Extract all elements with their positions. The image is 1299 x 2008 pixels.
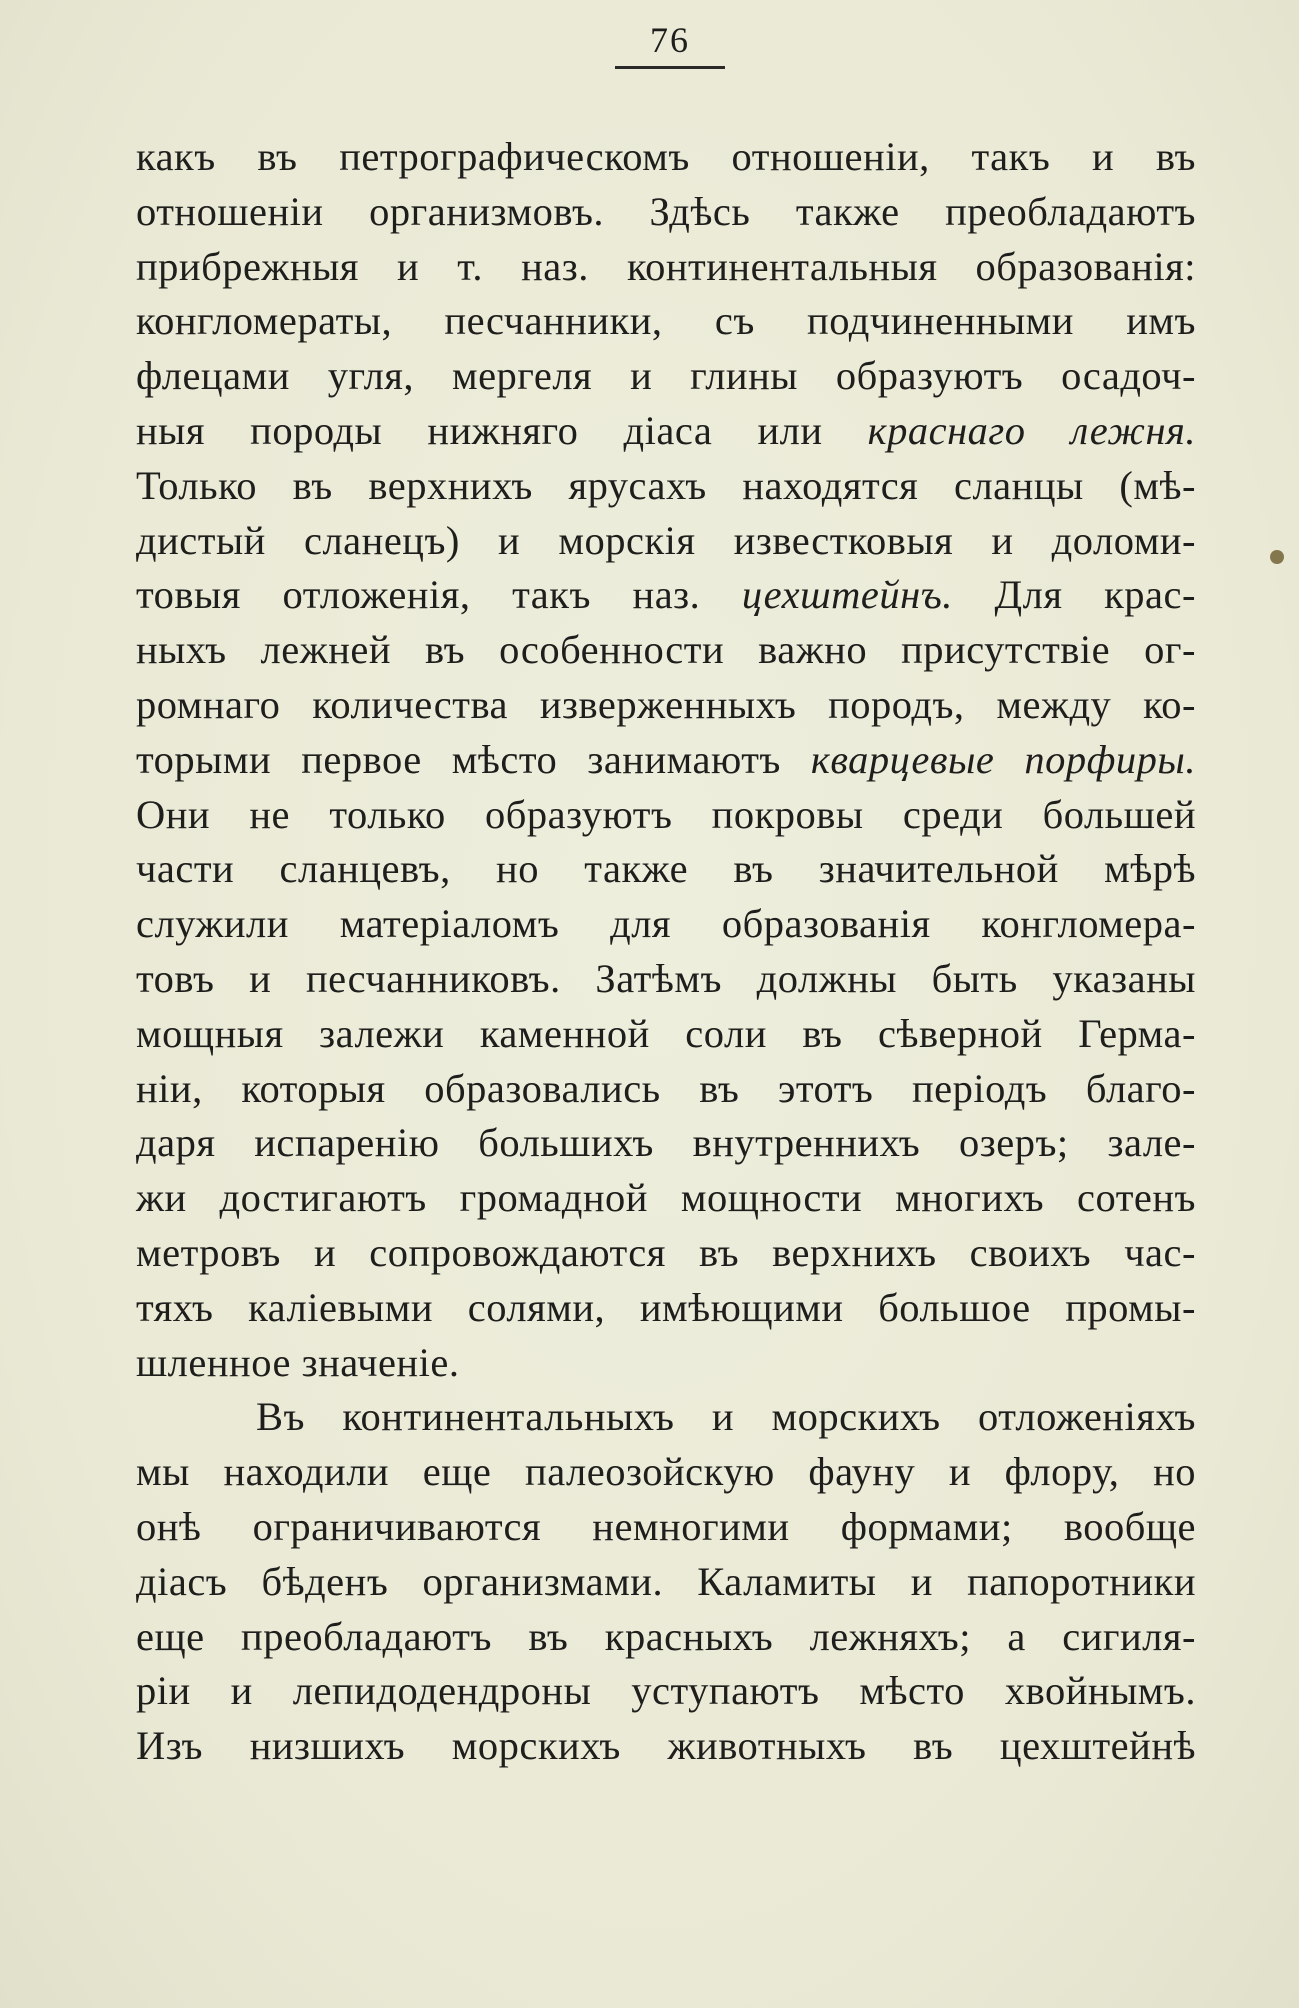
text-segment: шленное значеніе. xyxy=(136,1339,460,1385)
text-segment: жи достигаютъ громадной мощности многихъ сотенъ xyxy=(136,1175,1196,1221)
page-number: 76 xyxy=(650,20,690,60)
text-line xyxy=(136,788,1196,843)
italic-term: краснаго лежня. xyxy=(867,407,1196,453)
text-line xyxy=(136,1610,1196,1665)
text-segment: ныхъ лежней въ особенности важно присутствіе ог- xyxy=(136,627,1196,673)
text-segment: ромнаго количества изверженныхъ породъ, между ко- xyxy=(136,681,1196,727)
text-segment: тяхъ каліевыми солями, имѣющими большое промы- xyxy=(136,1284,1196,1330)
text-line xyxy=(136,1500,1196,1555)
text-line xyxy=(136,1226,1196,1281)
text-line xyxy=(136,349,1196,404)
text-segment: дистый сланецъ) и морскія известковыя и доломи- xyxy=(136,517,1196,563)
text-line xyxy=(136,185,1196,240)
text-line xyxy=(136,952,1196,1007)
italic-term: кварцевые порфиры. xyxy=(810,736,1196,782)
margin-ink-mark xyxy=(1270,550,1284,564)
text-line xyxy=(136,404,1196,459)
text-line xyxy=(136,514,1196,569)
text-line xyxy=(136,568,1196,623)
text-segment: ріи и лепидодендроны уступаютъ мѣсто хвойнымъ. xyxy=(136,1668,1196,1714)
text-line xyxy=(136,1445,1196,1500)
text-segment: части сланцевъ, но также въ значительной мѣрѣ xyxy=(136,846,1196,892)
text-line xyxy=(136,1664,1196,1719)
text-line xyxy=(136,623,1196,678)
text-segment: даря испаренію большихъ внутреннихъ озеръ; зале- xyxy=(136,1120,1196,1166)
text-segment: Только въ верхнихъ ярусахъ находятся сланцы (мѣ- xyxy=(136,462,1196,508)
text-segment: Для крас- xyxy=(952,572,1196,618)
text-segment: какъ въ петрографическомъ отношеніи, такъ и въ xyxy=(136,134,1196,179)
text-line xyxy=(136,1116,1196,1171)
text-segment: служили матеріаломъ для образованія конгломера- xyxy=(136,901,1196,947)
text-segment: товъ и песчанниковъ. Затѣмъ должны быть указаны xyxy=(136,955,1196,1001)
text-line xyxy=(136,240,1196,295)
text-line xyxy=(136,1719,1196,1774)
text-line xyxy=(136,842,1196,897)
text-segment: товыя отложенія, такъ наз. xyxy=(136,572,742,618)
text-line xyxy=(136,1281,1196,1336)
text-segment: Изъ низшихъ морскихъ животныхъ въ цехштейнѣ xyxy=(136,1723,1196,1769)
text-segment: метровъ и сопровождаются въ верхнихъ своихъ час- xyxy=(136,1229,1196,1275)
text-line xyxy=(136,1062,1196,1117)
page-number-rule xyxy=(615,66,725,69)
text-segment: флецами угля, мергеля и глины образуютъ осадоч- xyxy=(136,353,1196,399)
text-line xyxy=(136,1555,1196,1610)
body-text xyxy=(136,130,1196,1774)
text-line xyxy=(136,678,1196,733)
text-line xyxy=(136,130,1196,185)
text-segment: отношеніи организмовъ. Здѣсь также преобладаютъ xyxy=(136,188,1196,234)
text-line xyxy=(136,1336,1196,1391)
text-segment: прибрежныя и т. наз. континентальныя образованія: xyxy=(136,243,1196,289)
text-line xyxy=(136,733,1196,788)
text-segment: торыми первое мѣсто занимаютъ xyxy=(136,736,811,782)
text-line xyxy=(136,1171,1196,1226)
text-segment: еще преобладаютъ въ красныхъ лежняхъ; а сигиля- xyxy=(136,1613,1196,1659)
text-segment: мы находили еще палеозойскую фауну и флору, но xyxy=(136,1449,1196,1495)
italic-term: цехштейнъ. xyxy=(741,572,953,618)
text-segment: ныя породы нижняго діаса или xyxy=(136,407,868,453)
text-line xyxy=(136,897,1196,952)
text-segment: Въ континентальныхъ и морскихъ отложеніяхъ xyxy=(256,1394,1196,1440)
text-segment: ніи, которыя образовались въ этотъ періодъ благо- xyxy=(136,1065,1196,1111)
text-segment: Они не только образуютъ покровы среди большей xyxy=(136,791,1196,837)
text-line xyxy=(136,1390,1196,1445)
text-line xyxy=(136,459,1196,514)
page-header xyxy=(615,18,725,69)
text-line xyxy=(136,1007,1196,1062)
text-segment: конгломераты, песчанники, съ подчиненными имъ xyxy=(136,298,1196,344)
text-segment: онѣ ограничиваются немногими формами; вообще xyxy=(136,1503,1196,1549)
text-segment: діасъ бѣденъ организмами. Каламиты и папоротники xyxy=(136,1558,1196,1604)
text-segment: мощныя залежи каменной соли въ сѣверной Герма- xyxy=(136,1010,1196,1056)
text-line xyxy=(136,294,1196,349)
